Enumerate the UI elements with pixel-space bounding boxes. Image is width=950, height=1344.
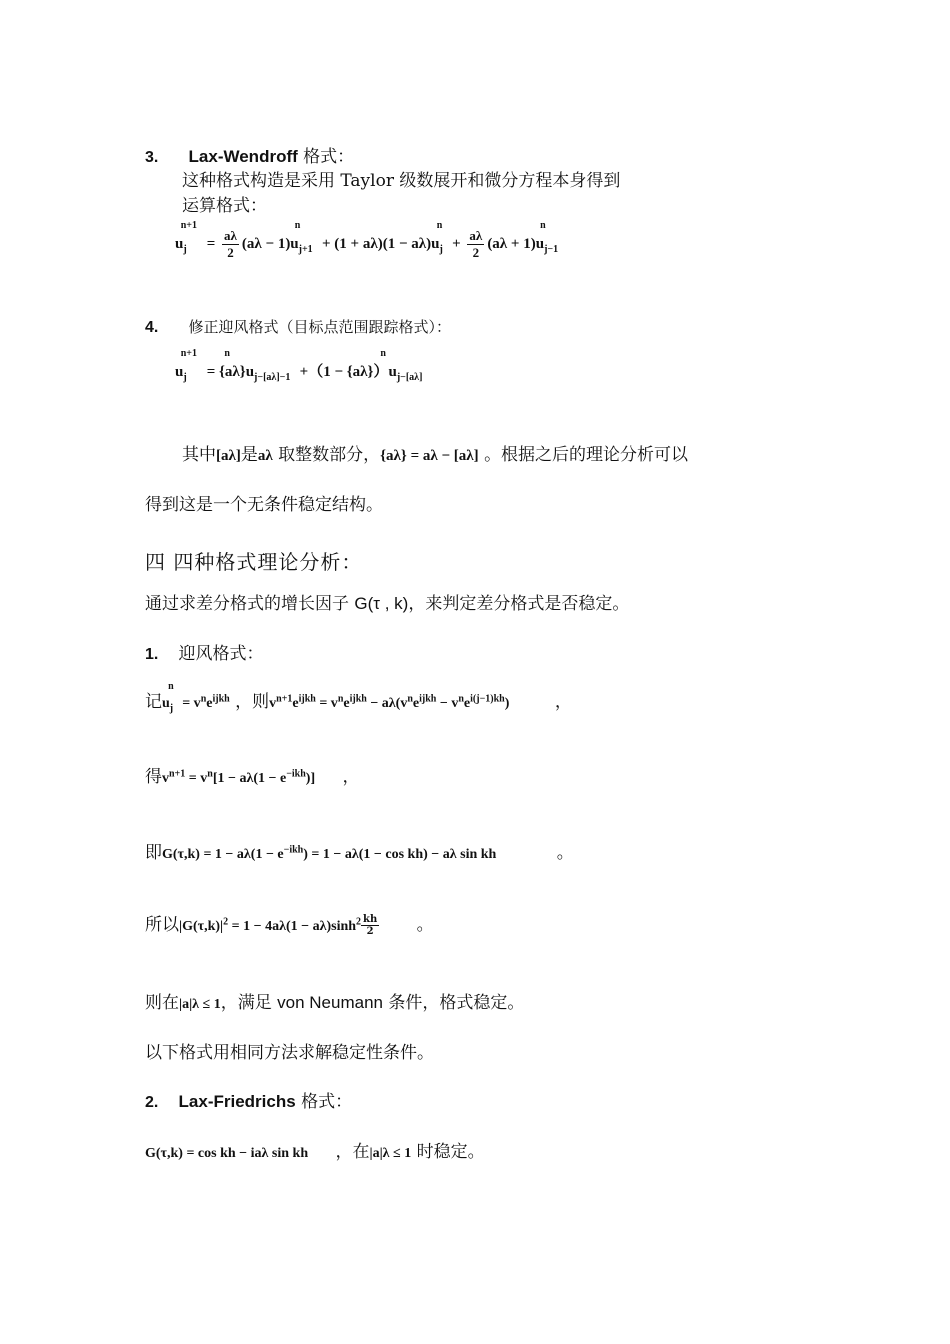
- paragraph-line: 这种格式构造是采用 Taylor 级数展开和微分方程本身得到: [182, 171, 621, 191]
- section-3-heading: [145, 142, 354, 167]
- derivation-row-4: 所以$|G(\tau,k)|^2 = 1 - 4a\lambda(1 - a\lambda)\sinh^2$ $\frac{kh}{2}$ 。: [145, 914, 434, 937]
- section-title-suffix: 格式：: [297, 147, 355, 167]
- section-4-heading: [145, 316, 451, 337]
- lax-friedrichs-result: G(τ,k) = cos kh − iaλ sin kh ，在|a|λ ≤ 1 时稳定。: [145, 1142, 485, 1162]
- note-line-2: 得到这是一个无条件稳定结构。: [145, 495, 383, 515]
- lax-wendroff-equation: $u_j^{n+1}$ = $\frac{a\lambda}{2}$ $(a\lambda - 1)u_{j+1}^n + (1 + a\lambda)(1 - a\lambda)u_j^n$ + $\frac{a\lambda}{2}$ $(a\lambda + 1)u_{j-1}^n$: [175, 219, 559, 260]
- upwind-heading: 1. 迎风格式：: [145, 644, 264, 664]
- lax-friedrichs-heading: 2. Lax-Friedrichs 格式：: [145, 1092, 353, 1112]
- section-number: 4.: [145, 319, 159, 336]
- paragraph-line: 以下格式用相同方法求解稳定性条件。: [145, 1043, 434, 1063]
- paragraph-line: 运算格式：: [182, 196, 267, 216]
- section-number: 3.: [145, 149, 159, 166]
- stability-condition: 则在|a|λ ≤ 1，满足 von Neumann 条件，格式稳定。: [145, 993, 525, 1013]
- section-title-bold: Lax-Wendroff: [188, 147, 298, 166]
- intro-line: 通过求差分格式的增长因子 G(τ , k)，来判定差分格式是否稳定。: [145, 594, 630, 614]
- derivation-row-3: 即$G(\tau,k) = 1 - a\lambda(1 - e^{-ikh}) = 1 - a\lambda(1 - \cos kh) - a\lambda$ sin kh 。: [145, 843, 574, 863]
- chapter-heading: 四 四种格式理论分析：: [145, 550, 363, 574]
- note-line: 其中[aλ]是aλ 取整数部分，{aλ} = aλ − [aλ] 。根据之后的理论分析可以: [182, 445, 689, 465]
- derivation-row-1: 记$u_j^n = v^ne^{ijkh}$ ，则$v^{n+1}e^{ijkh} = v^ne^{ijkh} - a\lambda(v^ne^{ijkh} - v^ne^{i(j-1)kh})$ ，: [145, 681, 572, 714]
- section-title: 修正迎风格式（目标点范围跟踪格式）：: [188, 318, 452, 336]
- derivation-row-2: 得$v^{n+1} = v^n[1 - a\lambda(1 - e^{-ikh})]$ ，: [145, 767, 360, 787]
- modified-upwind-equation: $u_j^{n+1} = \{a\lambda\}u_{j-[a\lambda]-1}^n +(1 - \{a\lambda\})u_{j-[a\lambda]}^n$: [175, 348, 423, 383]
